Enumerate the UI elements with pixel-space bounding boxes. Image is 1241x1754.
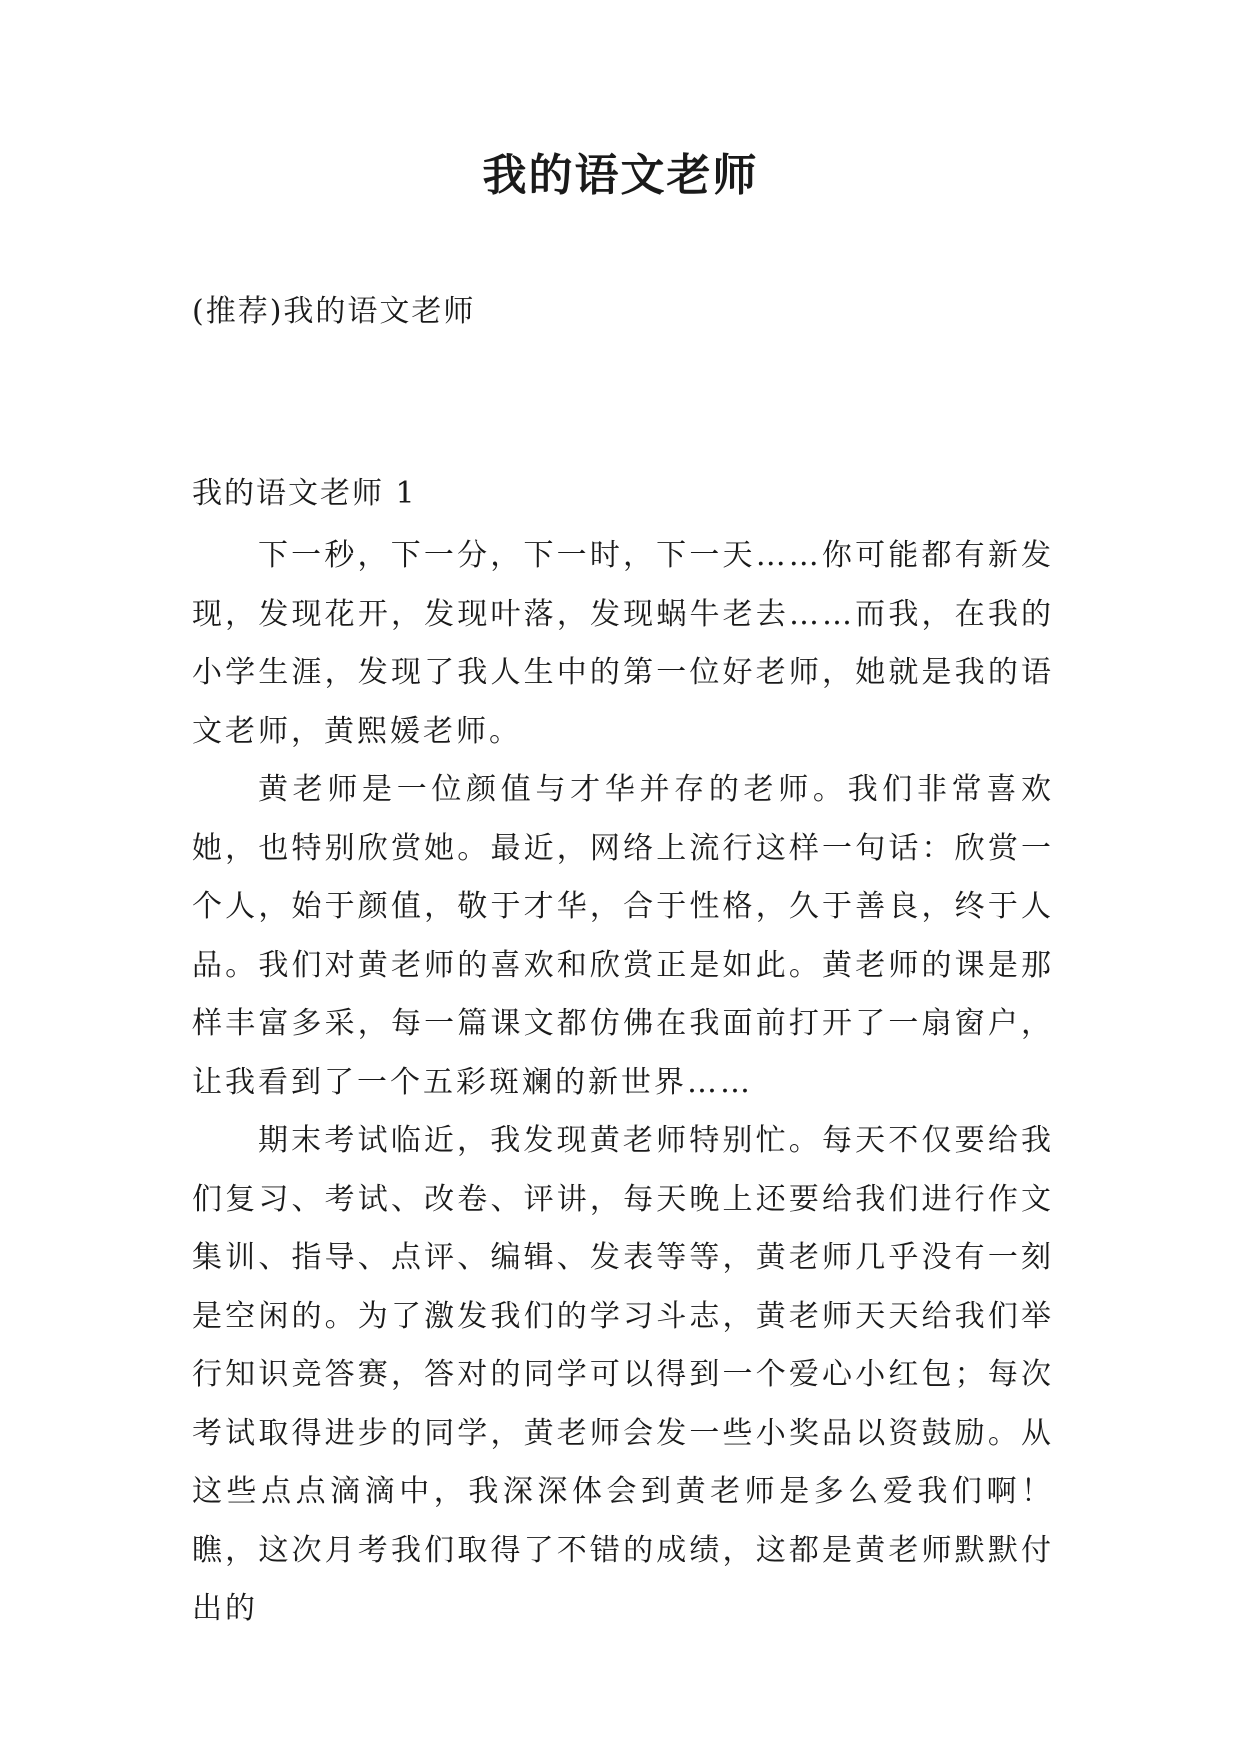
paragraph: 期末考试临近，我发现黄老师特别忙。每天不仅要给我们复习、考试、改卷、评讲，每天晚上还要给我们进行作文集训、指导、点评、编辑、发表等等，黄老师几乎没有一刻是空闲的。为了激发我们的学习斗志，黄老师天天给我们举行知识竞答赛，答对的同学可以得到一个爱心小红包；每次考试取得进步的同学，黄老师会发一些小奖品以资鼓励。从这些点点滴滴中，我深深体会到黄老师是多么爱我们啊！瞧，这次月考我们取得了不错的成绩，这都是黄老师默默付出的 [192,1123,1054,1626]
section-heading: 我的语文老师 1 [192,476,417,511]
paragraph: 下一秒，下一分，下一时，下一天……你可能都有新发现，发现花开，发现叶落，发现蜗牛老去……而我，在我的小学生涯，发现了我人生中的第一位好老师，她就是我的语文老师，黄熙媛老师。 [192,538,1054,749]
body-text [192,527,1054,1639]
document-subtitle: (推荐)我的语文老师 [192,294,476,329]
paragraph: 黄老师是一位颜值与才华并存的老师。我们非常喜欢她，也特别欣赏她。最近，网络上流行这样一句话：欣赏一个人，始于颜值，敬于才华，合于性格，久于善良，终于人品。我们对黄老师的喜欢和欣赏正是如此。黄老师的课是那样丰富多采，每一篇课文都仿佛在我面前打开了一扇窗户，让我看到了一个五彩斑斓的新世界…… [192,772,1054,1100]
document-title: 我的语文老师 [482,150,759,201]
